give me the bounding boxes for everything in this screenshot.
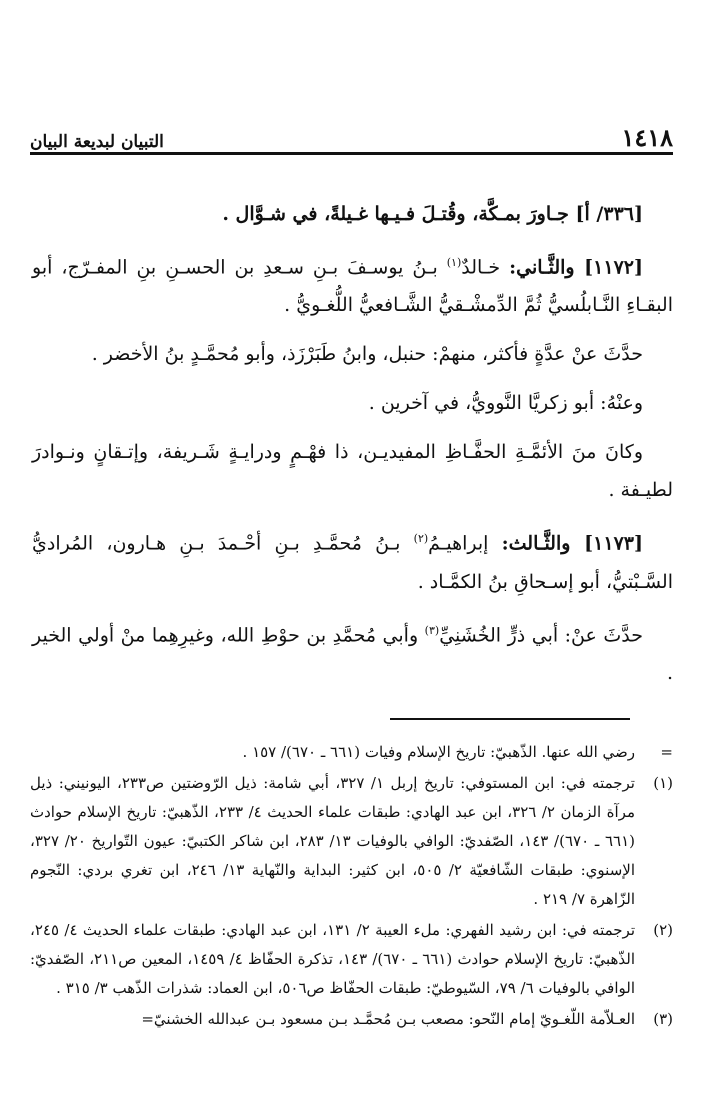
section-336-line: [٣٣٦/ أ] جـاورَ بمـكَّة، وقُتـلَ فـيـها غـيلةً، في شـوَّال . [222,203,643,225]
main-text [32,195,673,703]
footnote-number: (٣) [653,1010,673,1028]
footnote-text: رضي الله عنها. الذّهبيّ: تاريخ الإسلام وفيات (٦٦١ ـ ٦٧٠)/ ١٥٧ . [242,743,635,761]
entry-1172-lineage: بـنُ يوسـفَ بـنِ سـعدِ بن الحسـنِ بنِ المفـرّج، أبو البقـاءِ النَّـابلُسيُّ ثُمَّ الدِّمشْـقيُّ الشَّـافعيُّ اللُّغـويُّ . [32,256,673,317]
footnote-separator [390,718,630,720]
footnote-text: العـلاّمة اللّغـويّ إمام النّحو: مصعب بـن مُحمَّـد بـن مسعود بـن عبدالله الخشنيّ= [141,1010,635,1028]
footnote-ref-1: (١) [446,256,462,269]
entry-1173-name: إبراهيـمُ [428,532,489,555]
entry-1173-teachers-b: وأبي مُحمَّدِ بن حوْطِ الله، وغيرِهِما منْ أولي الخير . [32,623,673,684]
footnote-ref-3: (٣) [424,623,440,637]
page-number: ١٤١٨ [621,123,673,152]
footnote-ref-2: (٢) [413,532,429,546]
entry-1172-students: وعنْهُ: أبو زكريَّا النَّوويُّ، في آخرين . [368,392,643,415]
footnote-text: ترجمته في: ابن رشيد الفهري: ملء العيبة ٢/ ١٣١، ابن عبد الهادي: طبقات علماء الحديث ٤/ ٢٤٥، الذّهبيّ: تاريخ الإسلام حوادث (٦٦١ ـ ٦٧٠)/ ١٤٣، تذكرة الحفّاظ ٤/ ١٤٥٩، المعين ص٢١١، الصّفديّ: الوافي بالوفيات ٦/ ٧٩، السّيوطيّ: طبقات الحفّاظ ص٥٠٦، ابن العماد: شذرات الذّهب ٣/ ٣١٥ . [30,921,635,997]
entry-1172-teachers: حدَّثَ عنْ عدَّةٍ فأكثر، منهمْ: حنبل، وابنُ طَبَرْزَذ، وأبو مُحمَّـدٍ بنُ الأخضر . [91,343,643,366]
footnote-item [30,1005,673,1034]
entry-1173-teachers [32,612,673,692]
footnote-item [30,738,673,767]
running-title: التبيان لبديعة البيان [30,132,164,152]
header-rule [30,152,673,155]
footnote-number: (١) [653,774,673,792]
footnote-item [30,916,673,1003]
entry-1173-lineage: بـنُ مُحمَّـدِ بـنِ أحْـمدَ بـنِ هـارون، المُراديُّ السَّـبْتيُّ، أبو إسـحاقِ بنُ الكمَّـاد . [32,532,673,593]
footnote-number: = [660,743,673,761]
entry-1173-label: [١١٧٣] والثَّـالث: [501,532,643,555]
footnotes [30,738,673,1036]
entry-1173 [32,520,673,600]
footnote-item [30,769,673,914]
page-header [30,118,673,152]
footnote-text: ترجمته في: ابن المستوفي: تاريخ إربل ١/ ٣٢٧، أبي شامة: ذيل الرّوضتين ص٢٣٣، اليونيني: ذيل مرآة الزمان ٢/ ٣٢٦، ابن عبد الهادي: طبقات علماء الحديث ٤/ ٢٣٣، الذّهبيّ: تاريخ الإسلام حوادث (٦٦١ ـ ٦٧٠)/ ١٤٣، الصّفديّ: الوافي بالوفيات ١٣/ ٢٨٣، ابن شاكر الكتبيّ: عيون التّواريخ ٢٠/ ٣٢٧، الإسنوي: طبقات الشّافعيّة ٢/ ٥٠٥، ابن كثير: البداية والنّهاية ١٣/ ٢٤٦، ابن تغري بردي: النّجوم الزّاهرة ٧/ ٢١٩ . [30,774,636,908]
entry-1172-label: [١١٧٢] والثَّـاني: [509,256,643,279]
entry-1172-description: وكانَ منَ الأئمَّـةِ الحفَّـاظِ المفيديـن، ذا فهْـمٍ ودرايـةٍ شَـريفة، وإتـقانٍ ونـوادرَ لطيـفة . [32,441,673,502]
entry-1172 [32,244,673,324]
entry-1173-teachers-a: حدَّثَ عنْ: أبي ذرٍّ الخُشَنِيِّ [439,623,643,646]
entry-1172-name: خـالدٌ [461,256,501,279]
footnote-number: (٢) [653,921,673,939]
